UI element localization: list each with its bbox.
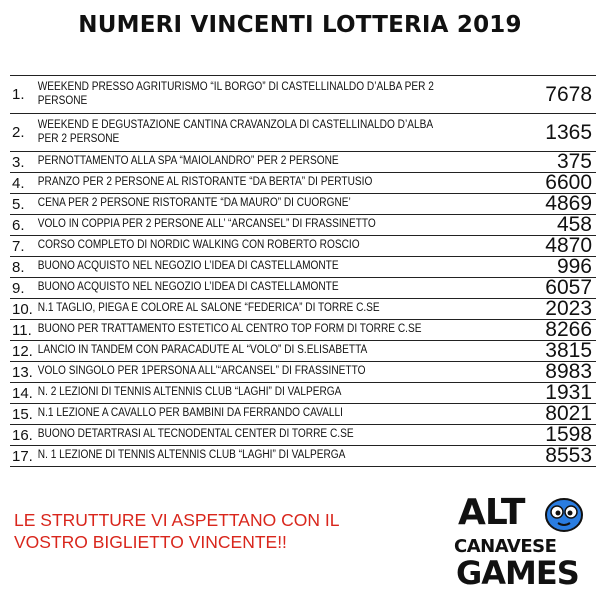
prize-description: VOLO SINGOLO PER 1PERSONA ALL’“ARCANSEL” DI FRASSINETTO [37,365,366,378]
row-number: 1. [12,86,25,103]
table-row [10,257,596,278]
table-row [10,278,596,299]
row-number: 7. [12,237,25,255]
winning-number: 8553 [545,446,592,467]
row-number: 14. [12,384,33,402]
table-row [10,299,596,320]
table-row [10,446,596,467]
table-row [10,320,596,341]
table-row [10,76,596,114]
table-row [10,404,596,425]
prize-description: CENA PER 2 PERSONE RISTORANTE “DA MAURO” DI CUORGNE’ [37,197,351,210]
row-number: 17. [12,447,33,465]
footer-line-2: VOSTRO BIGLIETTO VINCENTE!! [14,531,287,552]
table-row [10,194,596,215]
prize-description: N.1 LEZIONE A CAVALLO PER BAMBINI DA FERRANDO CAVALLI [37,407,343,420]
footer-message [14,510,394,554]
table-row [10,341,596,362]
row-number: 9. [12,279,25,297]
row-number: 15. [12,405,33,423]
mascot-face-icon [544,496,584,532]
row-number: 12. [12,342,33,360]
prize-description: PRANZO PER 2 PERSONE AL RISTORANTE “DA BERTA” DI PERTUSIO [37,176,373,189]
table-row [10,236,596,257]
page-title: NUMERI VINCENTI LOTTERIA 2019 [78,12,522,38]
winning-number: 375 [556,152,592,173]
prize-description: PERNOTTAMENTO ALLA SPA “MAIOLANDRO” PER 2 PERSONE [37,155,339,168]
prize-description: BUONO ACQUISTO NEL NEGOZIO L’IDEA DI CASTELLAMONTE [37,260,339,273]
winning-number: 7678 [545,82,592,106]
table-row [10,383,596,404]
table-row [10,173,596,194]
table-row [10,362,596,383]
prize-description: BUONO DETARTRASI AL TECNODENTAL CENTER DI TORRE C.SE [37,428,354,441]
logo-line-3: GAMES [456,554,579,592]
prize-description: CORSO COMPLETO DI NORDIC WALKING CON ROBERTO ROSCIO [37,239,360,252]
winning-number: 8266 [545,320,592,341]
row-number: 13. [12,363,33,381]
prize-description: N. 1 LEZIONE DI TENNIS ALTENNIS CLUB “LAGHI” DI VALPERGA [37,449,346,462]
winning-number: 8021 [545,404,592,425]
row-number: 3. [12,153,25,171]
row-number: 5. [12,195,25,213]
row-number: 4. [12,174,25,192]
alto-canavese-games-logo [452,492,592,592]
prize-description: N.1 TAGLIO, PIEGA E COLORE AL SALONE “FEDERICA” DI TORRE C.SE [37,302,380,315]
row-number: 11. [12,321,32,339]
row-number: 8. [12,258,25,276]
table-row [10,114,596,152]
row-number: 2. [12,124,25,141]
winning-number: 1931 [545,383,592,404]
logo-line-1: ALT [458,492,525,533]
prize-description: WEEKEND PRESSO AGRITURISMO “IL BORGO” DI CASTELLINALDO D’ALBA PER 2 PERSONE [37,80,434,107]
winning-number: 4870 [545,236,592,257]
table-row [10,215,596,236]
prize-description: N. 2 LEZIONI DI TENNIS ALTENNIS CLUB “LAGHI” DI VALPERGA [37,386,342,399]
row-number: 10. [12,300,33,318]
prize-description: LANCIO IN TANDEM CON PARACADUTE AL “VOLO” DI S.ELISABETTA [37,344,368,357]
winning-number: 2023 [545,299,592,320]
winning-number: 1598 [545,425,592,446]
winning-number: 458 [556,215,592,236]
winning-number: 3815 [545,341,592,362]
prize-description: BUONO ACQUISTO NEL NEGOZIO L’IDEA DI CASTELLAMONTE [37,281,339,294]
logo-line-2: CANAVESE [454,536,557,557]
winning-number: 996 [556,257,592,278]
row-number: 6. [12,216,25,234]
prize-description: BUONO PER TRATTAMENTO ESTETICO AL CENTRO TOP FORM DI TORRE C.SE [37,323,422,336]
table-row [10,152,596,173]
prize-table [10,75,596,467]
winning-number: 4869 [545,194,592,215]
table-row [10,425,596,446]
winning-number: 6057 [545,278,592,299]
prize-description: WEEKEND E DEGUSTAZIONE CANTINA CRAVANZOLA DI CASTELLINALDO D’ALBA PER 2 PERSONE [37,118,433,145]
winning-number: 1365 [545,120,592,144]
footer-line-1: LE STRUTTURE VI ASPETTANO CON IL [14,510,340,530]
row-number: 16. [12,426,33,444]
prize-description: VOLO IN COPPIA PER 2 PERSONE ALL’ “ARCANSEL” DI FRASSINETTO [37,218,376,231]
winning-number: 6600 [545,173,592,194]
winning-number: 8983 [545,362,592,383]
